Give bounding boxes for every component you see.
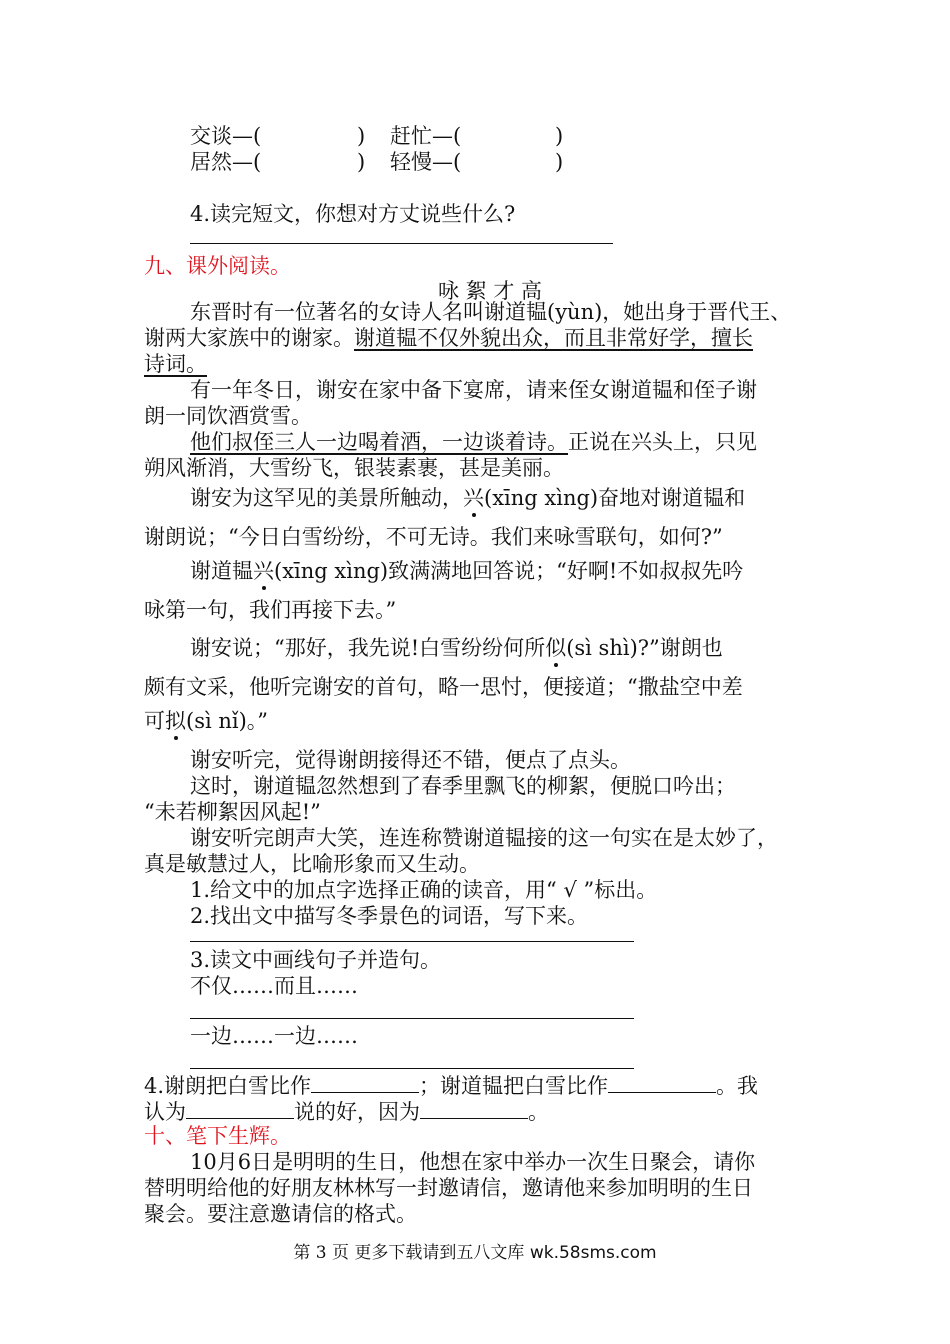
question-4-line2: 认为 说的好，因为 。: [144, 1096, 549, 1126]
question-3-a: 不仅……而且……: [190, 974, 358, 998]
fill-blank[interactable]: [608, 1070, 716, 1093]
question-3: 3.读文中画线句子并造句。: [190, 948, 442, 972]
antonym-1a-close: ): [357, 124, 366, 148]
para8-line1: 这时，谢道韫忽然想到了春季里飘飞的柳絮，便脱口吟出；: [190, 774, 736, 798]
footer-text: 第 3 页 更多下载请到五八文库: [293, 1243, 530, 1263]
underlined-sentence: 他们叔侄三人一边喝着酒，一边谈着诗。: [190, 430, 568, 454]
answer-line: [190, 1068, 634, 1069]
para5-line1: 谢道韫兴(xīng xìng)致满满地回答说；“好啊!不如叔叔先吟: [190, 559, 744, 583]
antonym-1b: 赶忙—(: [390, 124, 462, 148]
antonym-2a-close: ): [357, 150, 366, 174]
fill-blank[interactable]: [420, 1096, 528, 1119]
para1-line2: 谢两大家族中的谢家。谢道韫不仅外貌出众，而且非常好学，擅长: [144, 326, 753, 350]
antonym-2b: 轻慢—(: [390, 150, 462, 174]
page-footer: [0, 1240, 950, 1266]
para6-line1: 谢安说；“那好，我先说!白雪纷纷何所似(sì shì)?”谢朗也: [190, 636, 723, 660]
para6-line3: 可拟(sì nǐ)。”: [144, 709, 269, 733]
antonym-1b-close: ): [555, 124, 564, 148]
question-3-b: 一边……一边……: [190, 1024, 358, 1048]
fill-blank[interactable]: [186, 1096, 294, 1119]
antonym-2a: 居然—(: [190, 150, 262, 174]
question-2: 2.找出文中描写冬季景色的词语，写下来。: [190, 904, 589, 928]
footer-url[interactable]: wk.58sms.com: [529, 1243, 657, 1263]
antonym-2b-close: ): [555, 150, 564, 174]
antonym-1a: 交谈—(: [190, 124, 262, 148]
para6-line2: 颇有文采，他听完谢安的首句，略一思忖，便接道；“撒盐空中差: [144, 675, 743, 699]
para2-line1: 有一年冬日，谢安在家中备下宴席，请来侄女谢道韫和侄子谢: [190, 378, 757, 402]
dotted-char: 兴: [253, 559, 274, 583]
section-9-title: 九、课外阅读。: [144, 254, 291, 278]
para9-line1: 谢安听完朗声大笑，连连称赞谢道韫接的这一句实在是太妙了，: [190, 826, 778, 850]
para9-line2: 真是敏慧过人，比喻形象而又生动。: [144, 852, 480, 876]
para1-line3: 诗词。: [144, 352, 207, 376]
para5-line2: 咏第一句，我们再接下去。”: [144, 598, 397, 622]
para3-line2: 朔风渐消，大雪纷飞，银装素裹，甚是美丽。: [144, 456, 564, 480]
para8-line2: “未若柳絮因风起!”: [144, 800, 321, 824]
question-1: 1.给文中的加点字选择正确的读音，用“ √ ”标出。: [190, 878, 658, 902]
answer-line: [190, 243, 613, 244]
para2-line2: 朗一同饮酒赏雪。: [144, 404, 312, 428]
para4-line2: 谢朗说；“今日白雪纷纷，不可无诗。我们来咏雪联句，如何?”: [144, 525, 723, 549]
prev-question-4: 4.读完短文，你想对方丈说些什么?: [190, 202, 516, 226]
answer-line: [190, 1018, 634, 1019]
question-4-line1: 4.谢朗把白雪比作 ；谢道韫把白雪比作 。我: [144, 1070, 758, 1100]
para1-line1: 东晋时有一位著名的女诗人名叫谢道韫(yùn)，她出身于晋代王、: [190, 300, 792, 324]
task-line1: 10月6日是明明的生日，他想在家中举办一次生日聚会，请你: [190, 1150, 756, 1174]
dotted-char: 拟: [165, 709, 186, 733]
fill-blank[interactable]: [311, 1070, 419, 1093]
story-title: 咏 絮 才 高: [438, 279, 543, 303]
para7: 谢安听完，觉得谢朗接得还不错，便点了点头。: [190, 748, 631, 772]
underlined-sentence: 谢道韫不仅外貌出众，而且非常好学，擅长: [354, 326, 753, 350]
dotted-char: 兴: [463, 486, 484, 510]
section-10-title: 十、笔下生辉。: [144, 1124, 291, 1148]
answer-line: [190, 941, 634, 942]
para3-line1: 他们叔侄三人一边喝着酒，一边谈着诗。正说在兴头上，只见: [190, 430, 757, 454]
para4-line1: 谢安为这罕见的美景所触动，兴(xīng xìng)奋地对谢道韫和: [190, 486, 746, 510]
task-line3: 聚会。要注意邀请信的格式。: [144, 1202, 417, 1226]
task-line2: 替明明给他的好朋友林林写一封邀请信，邀请他来参加明明的生日: [144, 1176, 753, 1200]
dotted-char: 似: [545, 636, 567, 660]
